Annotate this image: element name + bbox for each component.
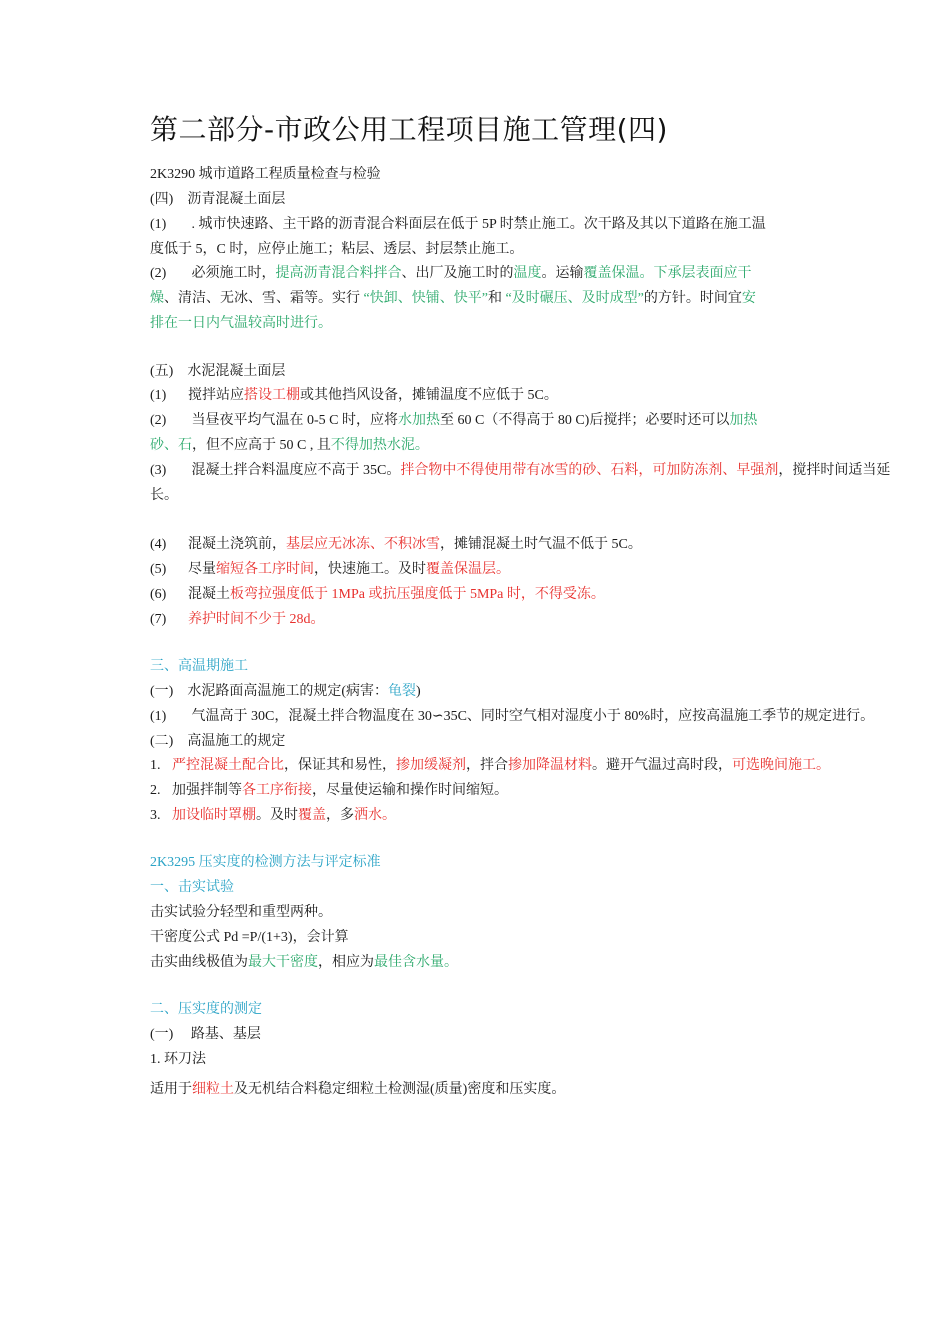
text-span: 。 [496,562,510,577]
text-span: 。 [590,587,605,602]
paragraph-line [150,290,756,308]
highlight-red: 可选晚间施工 [732,758,816,773]
paragraph-line [150,782,508,800]
highlight-green: 燥 [150,291,164,306]
section-heading: 二、压实度的测定 [150,1002,262,1017]
item-number: 3. [150,808,161,823]
paragraph-line [150,387,558,405]
item-number: (6) [150,587,167,602]
text-span: 混凝土浇筑前， [188,537,286,552]
highlight-red: 加设临时罩棚 [172,808,256,823]
highlight-red: 拌合物中不得使用带有冰雪的砂、石料，可加防冻剂、早强剂 [400,463,779,478]
text-span: 尽量 [188,562,216,577]
text-span: 混凝土拌合料温度应不高于 35C。 [188,463,401,478]
highlight-green: 提高沥青混合料拌合 [275,266,402,281]
text-span: 的方针。时间宜 [643,291,742,306]
highlight-red: 各工序衔接 [242,783,312,798]
section-heading: 2K3290 城市道路工程质量检查与检验 [150,167,381,182]
section-heading: 2K3295 压实度的检测方法与评定标准 [150,855,381,870]
item-number: 2. [150,783,161,798]
item-number: (2) [150,266,167,281]
highlight-green: 安 [741,291,756,306]
text-span: 。运输 [541,266,584,281]
paragraph-line [150,757,830,775]
highlight-red: 掺加缓凝剂 [396,758,466,773]
text-span: 或其他挡风设备，摊铺温度不应低于 5C。 [300,388,558,403]
highlight-green: 最大干密度 [248,955,318,970]
item-number: (7) [150,612,167,627]
text-span: ，保证其和易性， [284,758,396,773]
paragraph-line [150,561,510,579]
subsection-heading [150,683,421,701]
highlight-red: 掺加降温材料 [508,758,592,773]
highlight-red: 细粒土 [192,1082,234,1097]
text-span: ，摊铺混凝土时气温不低于 5C。 [440,537,642,552]
subsection-heading: (二) 高温施工的规定 [150,734,286,749]
text-span: 搅拌站应 [188,388,244,403]
text-span: 至 60 C（不得高于 80 C)后搅拌；必要时还可以 [440,413,730,428]
section-heading: 三、高温期施工 [150,659,248,674]
paragraph-line: 干密度公式 Pd =P/(1+3)，会计算 [150,930,349,945]
item-number: (1) [150,388,167,403]
highlight-red: 严控混凝土配合比 [172,758,284,773]
item-number: (5) [150,562,167,577]
text-span: ，但不应高于 50 C , 且 [192,438,331,453]
highlight-red: 覆盖保温层 [426,562,496,577]
paragraph-line [150,412,757,430]
text-span: 及无机结合料稳定细粒土检测湿(质量)密度和压实度。 [234,1082,566,1097]
item-number: (3) [150,463,167,478]
text-span: 。 [382,808,396,823]
highlight-red: 搭设工棚 [244,388,300,403]
highlight-green: 温度 [513,266,542,281]
paragraph-line [150,708,874,726]
text-span: 适用于 [150,1082,192,1097]
text-span: (一) 水泥路面高温施工的规定(病害： [150,684,388,699]
paragraph-line [150,1081,565,1099]
text-span: 当昼夜平均气温在 0-5 C 时，应将 [188,413,398,428]
paragraph-line [150,265,752,283]
text-span: ，搅拌时间适当延 [778,463,891,478]
text-span: 。避开气温过高时段， [592,758,732,773]
text-span: ，相应为 [318,955,374,970]
highlight-green: “及时碾压、及时成型” [505,291,644,306]
highlight-green: 砂、石 [150,438,192,453]
paragraph-line [150,216,766,234]
highlight-green: 不得加热水泥 [330,438,415,453]
text-span: 和 [487,291,506,306]
highlight-green: “快卸、快铺、快平” [363,291,488,306]
highlight-green: 加热 [729,413,758,428]
text-span: ，尽量使运输和操作时间缩短。 [312,783,508,798]
page-title: 第二部分-市政公用工程项目施工管理(四) [150,113,668,146]
highlight-red: 板弯拉强度低于 1MPa 或抗压强度低于 5MPa 时，不得受冻 [230,587,591,602]
text-span: 。 [318,316,332,331]
subsection-heading: (四) 沥青混凝土面层 [150,192,286,207]
item-number: (1) [150,709,167,724]
highlight-red: 基层应无冰冻、不积冰雪 [286,537,440,552]
item-number: (1) [150,217,167,232]
paragraph-line [150,536,642,554]
text-span: 、出厂及施工时的 [401,266,514,281]
highlight-green: 水加热 [398,413,440,428]
paragraph-line [150,611,325,629]
highlight-green: 排在一日内气温较高时进行 [150,316,318,331]
text-span: . 城市快速路、主干路的沥青混合料面层在低于 5P 时禁止施工。次干路及其以下道路在施工温 [188,217,766,232]
text-span: 。及时 [256,808,298,823]
paragraph-line [150,315,332,333]
subsection-heading: (一) 路基、基层 [150,1027,261,1042]
item-number: (4) [150,537,167,552]
highlight-red: 洒水 [354,808,382,823]
highlight-red: 缩短各工序时间 [216,562,314,577]
paragraph-line [150,462,890,480]
paragraph-line [150,586,605,604]
section-heading: 一、击实试验 [150,880,234,895]
highlight-red: 养护时间不少于 28d [188,612,311,627]
text-span: ) [416,684,421,699]
paragraph-line [150,437,429,455]
paragraph-line [150,954,458,972]
paragraph-line: 击实试验分轻型和重型两种。 [150,905,332,920]
item-number: (2) [150,413,167,428]
text-span: ，拌合 [466,758,508,773]
highlight-green: 覆盖保温。下承层表面应干 [583,266,752,281]
highlight-green: 最佳含水量 [374,955,444,970]
text-span: 、清洁、无冰、雪、霜等。实行 [164,291,364,306]
text-span: 加强拌制等 [172,783,242,798]
item-number: 1. [150,758,161,773]
paragraph-line [150,807,396,825]
text-span: 击实曲线极值为 [150,955,248,970]
highlight-red: 覆盖 [298,808,326,823]
paragraph-line: 长。 [150,488,178,503]
text-span: ，快速施工。及时 [314,562,426,577]
text-span: 。 [444,955,458,970]
text-span: 。 [414,438,429,453]
text-span: 气温高于 30C，混凝土拌合物温度在 30∽35C、同时空气相对湿度小于 80%时，应按高温施工季节的规定进行。 [188,709,875,724]
highlight-cyan: 龟裂 [388,684,416,699]
text-span: 混凝土 [188,587,230,602]
paragraph-line: 度低于 5，C 时，应停止施工；粘层、透层、封层禁止施工。 [150,242,524,257]
text-span: 。 [310,612,325,627]
subsection-heading: 1. 环刀法 [150,1052,206,1067]
text-span: 必须施工时， [188,266,276,281]
text-span: ，多 [326,808,354,823]
subsection-heading: (五) 水泥混凝土面层 [150,364,286,379]
text-span: 。 [816,758,830,773]
